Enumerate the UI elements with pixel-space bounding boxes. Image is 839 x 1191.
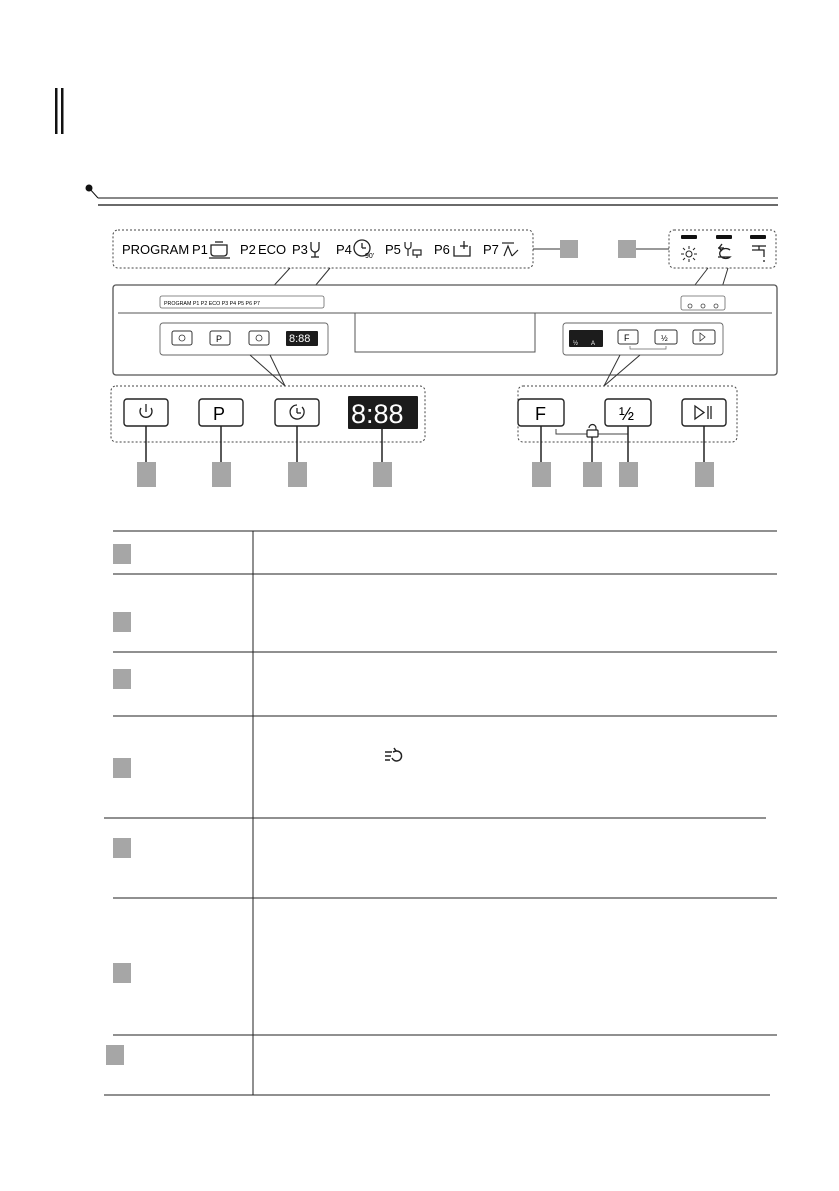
mini-program-text: PROGRAM P1 P2 ECO P3 P4 P5 P6 P7 <box>164 301 260 307</box>
tray-icon <box>454 241 470 256</box>
callout-program <box>212 462 231 487</box>
program-p6: P6 <box>434 242 450 257</box>
mini-display-text: 8:88 <box>289 333 311 345</box>
glasses-icon <box>405 242 421 258</box>
program-p5: P5 <box>385 242 401 257</box>
child-lock-icon <box>587 425 598 437</box>
row-callout-5 <box>113 838 131 858</box>
header-bar-right <box>61 88 64 134</box>
row-callout-1 <box>113 544 131 564</box>
mini-half-label: ½ <box>573 341 579 347</box>
salt-led <box>681 235 697 239</box>
callout-strip <box>560 240 578 258</box>
program-p1: P1 <box>192 242 208 257</box>
section-rule-link <box>89 188 98 198</box>
callout-power <box>137 462 156 487</box>
program-button-label: P <box>213 404 226 424</box>
row-callout-4 <box>113 758 131 778</box>
callout-lock <box>583 462 602 487</box>
rinse-led <box>716 235 732 239</box>
header-bar-left <box>55 88 58 134</box>
salt-icon <box>681 246 697 262</box>
appliance-panel <box>113 285 777 375</box>
half-load-label: ½ <box>619 404 635 424</box>
program-title: PROGRAM <box>122 242 190 257</box>
program-p4: P4 <box>336 242 352 257</box>
callout-delay <box>288 462 307 487</box>
mini-half-button-label: ½ <box>661 334 668 343</box>
heavy-pot-icon <box>209 242 230 258</box>
power-button[interactable] <box>124 399 168 426</box>
program-p2: P2 <box>240 242 256 257</box>
callout-start <box>695 462 714 487</box>
mini-a-label: A <box>591 341 596 347</box>
row-callout-3 <box>113 669 131 689</box>
glass-icon <box>311 242 319 257</box>
rinse-aid-icon <box>718 244 730 259</box>
water-led <box>750 235 766 239</box>
row-callout-2 <box>113 612 131 632</box>
timer-90-icon <box>354 240 374 260</box>
callout-indicators <box>618 240 636 258</box>
program-p3: P3 <box>292 242 308 257</box>
mini-function-label: F <box>624 333 630 343</box>
program-p7: P7 <box>483 242 499 257</box>
callout-display <box>373 462 392 487</box>
self-clean-icon <box>502 243 518 256</box>
timer-90-label: 90' <box>365 253 375 260</box>
callout-function <box>532 462 551 487</box>
program-eco: ECO <box>258 242 287 257</box>
mini-program-label: P <box>216 334 223 344</box>
water-tap-icon <box>752 246 766 262</box>
row-callout-7 <box>106 1045 124 1065</box>
callout-half-load <box>619 462 638 487</box>
digital-display-text: 8:88 <box>351 399 404 429</box>
function-button-label: F <box>535 404 546 424</box>
extra-dry-icon <box>385 748 402 761</box>
row-callout-6 <box>113 963 131 983</box>
